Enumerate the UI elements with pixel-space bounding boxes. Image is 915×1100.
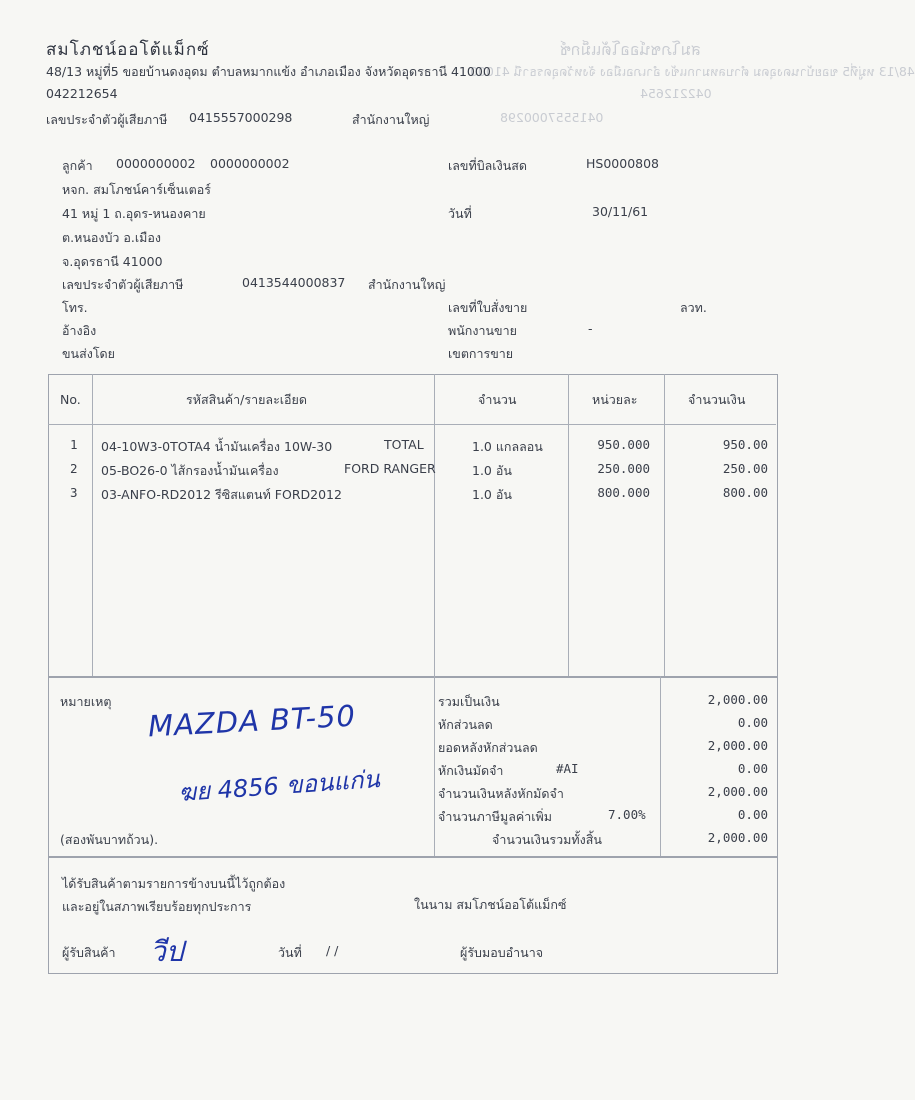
row-3-quantity: 1.0 อัน [472, 487, 512, 502]
discount-value: 0.00 [737, 715, 768, 730]
customer-label: ลูกค้า [62, 158, 93, 173]
row-3-unit-price: 800.000 [597, 485, 650, 500]
after-deposit-label: จำนวนเงินหลังหักมัดจำ [438, 786, 564, 801]
header-no: No. [60, 392, 81, 407]
row-3-description: 03-ANFO-RD2012 รีซิสแตนท์ FORD2012 [101, 487, 342, 502]
receipt-confirmation-line-2: และอยู่ในสภาพเรียบร้อยทุกประการ [62, 899, 252, 914]
shipping-label: ขนส่งโดย [62, 346, 115, 361]
discount-label: หักส่วนลด [438, 717, 493, 732]
customer-branch: สำนักงานใหญ่ [368, 277, 446, 292]
sales-order-value: ลวท. [680, 300, 707, 315]
reference-label: อ้างอิง [62, 323, 97, 338]
after-discount-value: 2,000.00 [707, 738, 768, 753]
authorized-signer-label: ผู้รับมอบอำนาจ [460, 945, 544, 960]
ghost-tax-id: 0415557000298 [500, 110, 604, 125]
grand-total-value: 2,000.00 [707, 830, 768, 845]
customer-phone-label: โทร. [62, 300, 88, 315]
vat-label: จำนวนภาษีมูลค่าเพิ่ม [438, 809, 552, 824]
sales-order-label: เลขที่ใบสั่งขาย [448, 300, 528, 315]
salesperson-value: - [588, 321, 593, 336]
totals-divider-left [434, 676, 435, 856]
handwritten-car-model: MAZDA BT-50 [147, 698, 357, 744]
row-2-description: 05-BO26-0 ไส้กรองน้ำมันเครื่อง [101, 463, 279, 478]
receiver-signature: วีป [150, 935, 184, 968]
company-phone: 042212654 [46, 86, 118, 101]
company-tax-id-label: เลขประจำตัวผู้เสียภาษี [46, 112, 168, 127]
row-1-no: 1 [70, 437, 78, 452]
company-address: 48/13 หมู่ที่5 ขอยบ้านดงอุดม ตำบลหมากแข้ง อำเภอเมือง จังหวัดอุดรธานี 41000 [46, 64, 491, 79]
salesperson-label: พนักงานขาย [448, 323, 517, 338]
row-2-brand: FORD RANGER [344, 461, 436, 476]
handwritten-license-plate: ฆย 4856 ขอนแก่น [177, 764, 381, 808]
deposit-code: #AI [556, 761, 579, 776]
header-amount: จำนวนเงิน [688, 392, 746, 407]
receipt-confirmation-line-1: ได้รับสินค้าตามรายการข้างบนนี้ไว้ถูกต้อง [62, 876, 286, 891]
col-divider-2 [434, 374, 435, 676]
ghost-address: 48/13 หมู่ที่5 ขอยบ้านดงอุดม ตำบลหมากแข้ง อำเภอเมือง จังหวัดอุดรธานี 41000 [470, 64, 915, 79]
row-1-unit-price: 950.000 [597, 437, 650, 452]
customer-address-3: จ.อุดรธานี 41000 [62, 254, 163, 269]
after-deposit-value: 2,000.00 [707, 784, 768, 799]
table-header-divider [48, 424, 776, 425]
header-unit-price: หน่วยละ [592, 392, 638, 407]
subtotal-value: 2,000.00 [707, 692, 768, 707]
row-2-unit-price: 250.000 [597, 461, 650, 476]
bill-date-label: วันที่ [448, 206, 472, 221]
deposit-value: 0.00 [737, 761, 768, 776]
customer-tax-id: 0413544000837 [242, 275, 346, 290]
customer-code-2: 0000000002 [210, 156, 290, 171]
customer-address-1: 41 หมู่ 1 ถ.อุดร-หนองคาย [62, 206, 206, 221]
row-1-description: 04-10W3-0TOTA4 น้ำมันเครื่อง 10W-30 [101, 439, 333, 454]
receiver-label: ผู้รับสินค้า [62, 945, 116, 960]
col-divider-3 [568, 374, 569, 676]
row-1-quantity: 1.0 แกลลอน [472, 439, 543, 454]
company-tax-id: 0415557000298 [189, 110, 293, 125]
row-3-amount: 800.00 [722, 485, 768, 500]
bill-date: 30/11/61 [592, 204, 649, 219]
row-1-brand: TOTAL [384, 437, 424, 452]
row-3-no: 3 [70, 485, 78, 500]
receipt-date-blank: / / [326, 943, 339, 958]
col-divider-4 [664, 374, 665, 676]
row-2-amount: 250.00 [722, 461, 768, 476]
ghost-phone: 042212654 [640, 86, 712, 101]
customer-name: หจก. สมโภชน์คาร์เซ็นเตอร์ [62, 182, 211, 197]
ghost-company-name: สมโภชน์ออโต้แม็กซ์ [560, 40, 701, 59]
after-discount-label: ยอดหลังหักส่วนลด [438, 740, 538, 755]
items-table [48, 374, 778, 678]
customer-code-1: 0000000002 [116, 156, 196, 171]
row-1-amount: 950.00 [722, 437, 768, 452]
row-2-no: 2 [70, 461, 78, 476]
vat-value: 0.00 [737, 807, 768, 822]
customer-address-2: ต.หนองบัว อ.เมือง [62, 230, 162, 245]
subtotal-label: รวมเป็นเงิน [438, 694, 500, 709]
bill-no: HS0000808 [586, 156, 660, 171]
deposit-label: หักเงินมัดจำ [438, 763, 504, 778]
amount-in-words: (สองพันบาทถ้วน). [60, 832, 159, 847]
col-divider-1 [92, 374, 93, 676]
company-branch: สำนักงานใหญ่ [352, 112, 430, 127]
on-behalf-of: ในนาม สมโภชน์ออโต้แม็กซ์ [414, 897, 567, 912]
remark-label: หมายเหตุ [60, 694, 112, 709]
sales-area-label: เขตการขาย [448, 346, 514, 361]
company-name: สมโภชน์ออโต้แม็กซ์ [46, 40, 210, 60]
vat-rate: 7.00% [608, 807, 646, 822]
header-quantity: จำนวน [478, 392, 517, 407]
grand-total-label: จำนวนเงินรวมทั้งสิ้น [492, 832, 602, 847]
row-2-quantity: 1.0 อัน [472, 463, 512, 478]
header-description: รหัสสินค้า/รายละเอียด [186, 392, 308, 407]
totals-divider-right [660, 676, 661, 856]
bill-no-label: เลขที่บิลเงินสด [448, 158, 527, 173]
receipt-date-label: วันที่ [278, 945, 302, 960]
customer-tax-id-label: เลขประจำตัวผู้เสียภาษี [62, 277, 184, 292]
